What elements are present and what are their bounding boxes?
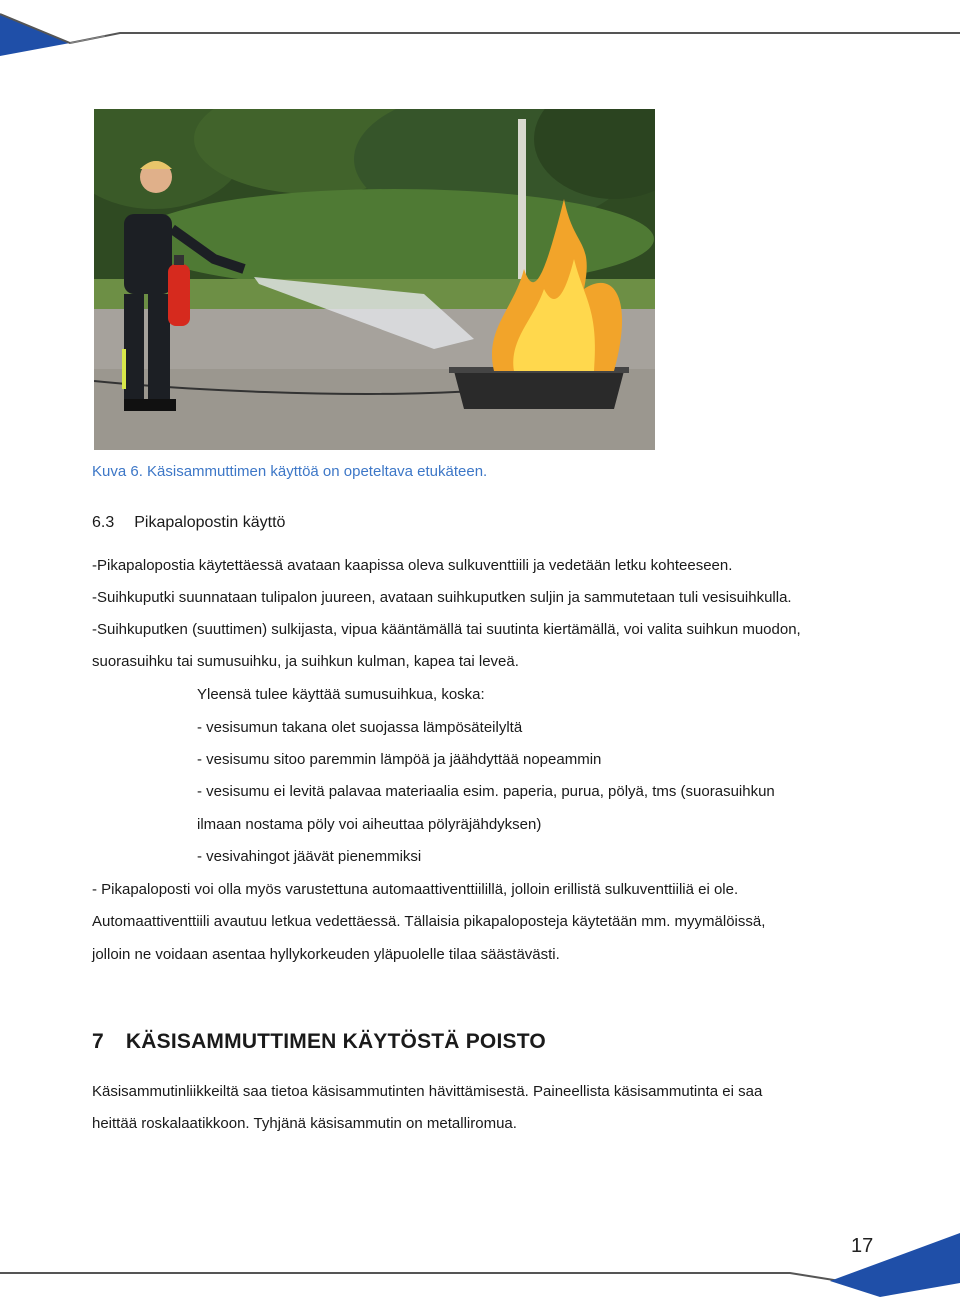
footer-decoration xyxy=(0,1225,960,1301)
closing-line: - Pikapaloposti voi olla myös varustettuna automaattiventtiilillä, jolloin erillistä sulkuventtiiliä ei ole. xyxy=(92,881,739,898)
chapter-heading xyxy=(92,1030,546,1054)
indented-line: - vesivahingot jäävät pienemmiksi xyxy=(197,848,422,865)
body-line: -Suihkuputken (suuttimen) sulkijasta, vipua kääntämällä tai suutinta kiertämällä, voi valita suihkun muodon, xyxy=(92,621,801,638)
section-number: 6.3 xyxy=(92,514,115,531)
chapter-line: heittää roskalaatikkoon. Tyhjänä käsisammutin on metalliromua. xyxy=(92,1115,517,1132)
indented-line: - vesisumu ei levitä palavaa materiaalia esim. paperia, purua, pölyä, tms (suorasuihkun xyxy=(197,783,775,800)
footer-rule xyxy=(0,1273,840,1281)
body-line: -Pikapalopostia käytettäessä avataan kaapissa oleva sulkuventtiili ja vedetään letku kohteeseen. xyxy=(92,557,733,574)
page-number: 17 xyxy=(851,1235,874,1257)
closing-line: Automaattiventtiili avautuu letkua vedettäessä. Tällaisia pikapaloposteja käytetään mm. myymälöissä, xyxy=(92,913,766,930)
indented-line: - vesisumu sitoo paremmin lämpöä ja jäähdyttää nopeammin xyxy=(197,751,602,768)
figure-caption: Kuva 6. Käsisammuttimen käyttöä on opeteltava etukäteen. xyxy=(92,463,488,480)
header-rule xyxy=(0,14,960,43)
body-line: suorasuihku tai sumusuihku, ja suihkun kulman, kapea tai leveä. xyxy=(92,653,519,670)
indented-line: Yleensä tulee käyttää sumusuihkua, koska: xyxy=(197,686,485,703)
chapter-title: KÄSISAMMUTTIMEN KÄYTÖSTÄ POISTO xyxy=(125,1030,546,1053)
fire-extinguisher-demo-photo-icon xyxy=(94,109,655,450)
footer-blue-triangle xyxy=(830,1233,960,1297)
indented-line: - vesisumun takana olet suojassa lämpösäteilyltä xyxy=(197,719,523,736)
fire-extinguisher-photo xyxy=(94,109,655,450)
section-title: Pikapalopostin käyttö xyxy=(134,514,286,531)
header-blue-triangle xyxy=(0,14,70,56)
body-line: -Suihkuputki suunnataan tulipalon juureen, avataan suihkuputken suljin ja sammutetaan tuli vesisuihkulla. xyxy=(92,589,792,606)
header-decoration xyxy=(0,0,960,70)
chapter-number: 7 xyxy=(92,1030,104,1053)
indented-line: ilmaan nostama pöly voi aiheuttaa pölyräjähdyksen) xyxy=(197,816,542,833)
section-heading xyxy=(92,514,285,532)
closing-line: jolloin ne voidaan asentaa hyllykorkeuden yläpuolelle tilaa säästävästi. xyxy=(92,946,560,963)
chapter-line: Käsisammutinliikkeiltä saa tietoa käsisammutinten hävittämisestä. Paineellista käsisammutinta ei saa xyxy=(92,1083,763,1100)
